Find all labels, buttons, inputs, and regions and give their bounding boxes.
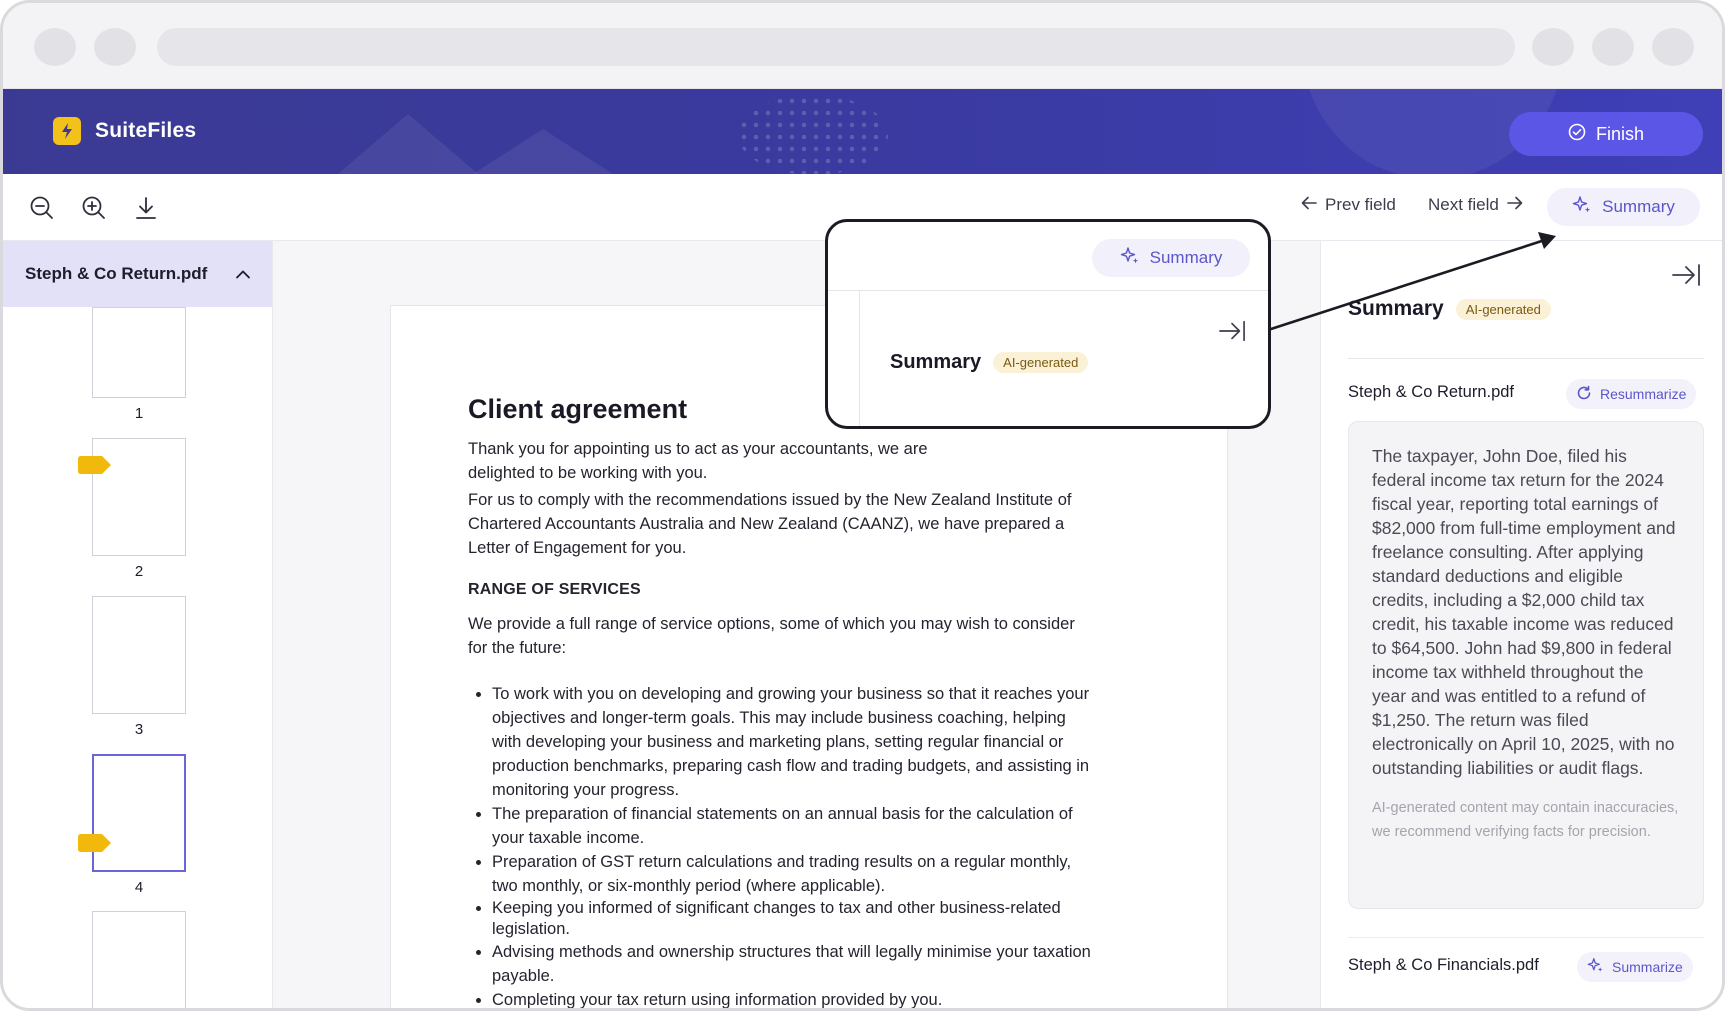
arrow-left-icon	[1301, 195, 1317, 215]
browser-chrome	[3, 3, 1722, 89]
brand-logo[interactable]	[53, 117, 196, 145]
prev-field-link[interactable]	[1301, 195, 1396, 215]
summary-text: The taxpayer, John Doe, filed his federal income tax return for the 2024 fiscal year, reporting total earnings of $82,000 from full-time employment and freelance consulting. After applying standard deductions and eligible credits, including a $2,000 child tax credit, his taxable income was reduced to $64,500. John had $9,800 in federal income tax withheld throughout the year and was entitled to a refund of $1,250. The return was filed electronically on April 10, 2025, with no outstanding liabilities or audit flags.	[1372, 446, 1676, 778]
zoom-callout	[825, 219, 1271, 429]
sparkle-icon	[1587, 957, 1604, 977]
collapse-panel-icon[interactable]	[1217, 318, 1247, 344]
page-thumbnail[interactable]	[92, 596, 186, 714]
document-content	[468, 393, 1096, 1011]
field-tag-icon[interactable]	[78, 456, 112, 474]
ai-generated-badge: AI-generated	[1456, 299, 1551, 320]
list-item: • Preparation of GST return calculations and trading results on a regular monthly, two monthly, or six-monthly period (where applicable).	[492, 850, 1096, 898]
app-header	[3, 89, 1722, 174]
browser-action-dot[interactable]	[1532, 28, 1574, 66]
summary-panel-title	[1348, 297, 1551, 321]
finish-button[interactable]	[1509, 112, 1703, 156]
summarize-button[interactable]	[1577, 952, 1693, 982]
document-title: Client agreement	[468, 394, 688, 424]
zoom-out-icon[interactable]	[28, 194, 56, 222]
download-icon[interactable]	[132, 194, 160, 222]
divider	[828, 290, 1268, 291]
callout-summary-title: Summary	[890, 351, 982, 373]
finish-label: Finish	[1595, 123, 1644, 144]
page-thumbnail[interactable]	[92, 911, 186, 1011]
list-item: • The preparation of financial statements on an annual basis for the calculation of your taxable income.	[492, 802, 1096, 850]
brand-name: SuiteFiles	[95, 119, 197, 142]
summary-card	[1348, 421, 1704, 909]
sidebar-file-header[interactable]	[3, 241, 273, 307]
callout-summary-label: Summary	[1149, 248, 1223, 267]
ai-generated-badge: AI-generated	[993, 352, 1088, 373]
document-paragraph: For us to comply with the recommendations issued by the New Zealand Institute of Chartered Accountants Australia and New Zealand (CAANZ), we have prepared a Letter of Engagement for you.	[468, 491, 1072, 557]
browser-action-dot[interactable]	[1592, 28, 1634, 66]
list-item: • Completing your tax return using information provided by you.	[492, 988, 1096, 1011]
divider	[1348, 358, 1704, 359]
section-heading: RANGE OF SERVICES	[468, 581, 641, 598]
list-item: • To work with you on developing and growing your business so that it reaches your objectives and longer-term goals. This may include business coaching, helping with developing your business and marketing plans, setting regular financial or production benchmarks, preparing cash flow and trading budgets, and assisting in monitoring your progress.	[492, 682, 1096, 802]
lightning-icon	[53, 117, 81, 145]
summary-file-name: Steph & Co Financials.pdf	[1348, 956, 1539, 974]
page-number: 4	[134, 879, 144, 896]
divider	[859, 290, 860, 429]
prev-field-label: Prev field	[1325, 195, 1396, 214]
page-number: 2	[134, 563, 144, 580]
chevron-up-icon[interactable]	[235, 264, 251, 284]
header-decoration	[338, 114, 478, 174]
page-thumbnail-active[interactable]	[92, 754, 186, 872]
page-number: 3	[134, 721, 144, 738]
browser-action-dot[interactable]	[1652, 28, 1694, 66]
check-circle-icon	[1568, 123, 1586, 146]
address-bar[interactable]	[157, 28, 1515, 66]
page-thumbnail[interactable]	[92, 307, 186, 398]
summary-file-name: Steph & Co Return.pdf	[1348, 383, 1515, 401]
document-paragraph: We provide a full range of service options, some of which you may wish to consider for the future:	[468, 615, 1075, 657]
header-decoration	[473, 129, 613, 174]
summary-title: Summary	[1348, 297, 1444, 320]
window-control-dot[interactable]	[94, 28, 136, 66]
sparkle-icon	[1120, 246, 1140, 271]
page-thumbnails-sidebar	[3, 241, 273, 1011]
summarize-label: Summarize	[1612, 959, 1683, 975]
resummarize-button[interactable]	[1566, 379, 1696, 409]
services-list	[468, 682, 1096, 1011]
field-tag-icon[interactable]	[78, 834, 112, 852]
ai-disclaimer: AI-generated content may contain inaccuracies, we recommend verifying facts for precision.	[1372, 800, 1679, 840]
callout-summary-button[interactable]	[1092, 239, 1250, 277]
list-item: • Advising methods and ownership structures that will legally minimise your taxation payable.	[492, 940, 1096, 988]
arrow-right-icon	[1507, 195, 1523, 215]
window-control-dot[interactable]	[34, 28, 76, 66]
divider	[1348, 937, 1704, 938]
zoom-in-icon[interactable]	[80, 194, 108, 222]
summary-toggle-button[interactable]	[1547, 188, 1700, 226]
resummarize-label: Resummarize	[1600, 386, 1687, 402]
summary-panel	[1320, 241, 1725, 1011]
refresh-icon	[1576, 385, 1592, 404]
collapse-panel-icon[interactable]	[1670, 261, 1702, 289]
callout-title	[890, 351, 1088, 374]
sparkle-icon	[1572, 195, 1592, 220]
document-paragraph: Thank you for appointing us to act as your accountants, we are delighted to be working with you.	[468, 440, 928, 482]
list-item: • Keeping you informed of significant changes to tax and other business-related legislation.	[492, 898, 1096, 940]
summary-toggle-label: Summary	[1602, 197, 1675, 216]
header-decoration	[738, 95, 888, 174]
sidebar-file-name: Steph & Co Return.pdf	[25, 264, 208, 283]
next-field-link[interactable]	[1428, 195, 1523, 215]
page-number: 1	[134, 405, 144, 422]
next-field-label: Next field	[1428, 195, 1499, 214]
